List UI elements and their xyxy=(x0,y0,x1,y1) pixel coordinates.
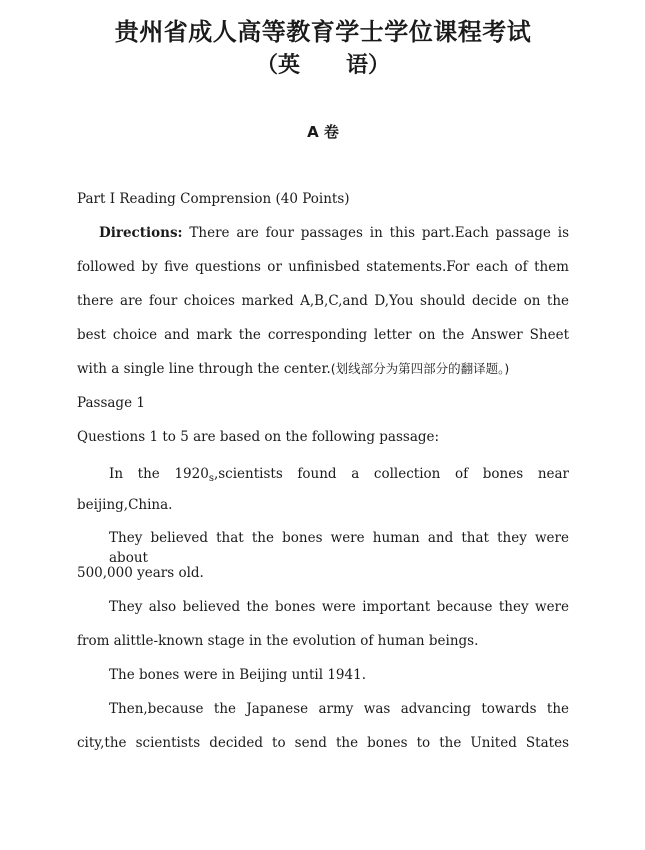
paragraph-3-line-2: from alittle-known stage in the evolution of human beings. xyxy=(77,633,479,649)
p1-post: ,scientists found a collection of bones near xyxy=(213,466,570,482)
subject-title: （英 语） xyxy=(256,53,390,78)
paper-version-label: A 卷 xyxy=(307,123,339,141)
passage-intro: Questions 1 to 5 are based on the following passage: xyxy=(77,429,440,445)
paragraph-5-line-1: Then,because the Japanese army was advancing towards the xyxy=(109,701,569,717)
translation-note: (划线部分为第四部分的翻译题。) xyxy=(330,361,510,376)
paragraph-1-line-2: beijing,China. xyxy=(77,497,173,513)
directions-line-5 xyxy=(77,359,569,379)
directions-line-2: followed by five questions or unfinisbed statements.For each of them xyxy=(77,259,569,275)
directions-text-1: There are four passages in this part.Each passage is xyxy=(189,225,569,241)
p1-pre: In the 1920 xyxy=(109,466,209,482)
passage-title: Passage 1 xyxy=(77,395,145,411)
directions-text-5: with a single line through the center. xyxy=(77,361,331,377)
paragraph-4-line-1: The bones were in Beijing until 1941. xyxy=(109,667,366,683)
part-heading: Part I Reading Comprension (40 Points) xyxy=(77,191,350,207)
paragraph-2-line-1: They believed that the bones were human and that they were about xyxy=(109,530,569,566)
directions-line-1 xyxy=(77,223,569,243)
directions-line-3: there are four choices marked A,B,C,and D,You should decide on the xyxy=(77,293,569,309)
paragraph-3-line-1: They also believed the bones were important because they were xyxy=(109,599,569,615)
directions-line-4: best choice and mark the corresponding letter on the Answer Sheet xyxy=(77,327,569,343)
directions-label: Directions: xyxy=(99,225,183,241)
paragraph-2-line-2: 500,000 years old. xyxy=(77,565,204,581)
paragraph-5-line-2: city,the scientists decided to send the bones to the United States xyxy=(77,735,569,751)
p1-sub: s xyxy=(208,473,214,484)
paragraph-1-line-1 xyxy=(77,464,569,484)
exam-title: 贵州省成人高等教育学士学位课程考试 xyxy=(114,18,532,46)
